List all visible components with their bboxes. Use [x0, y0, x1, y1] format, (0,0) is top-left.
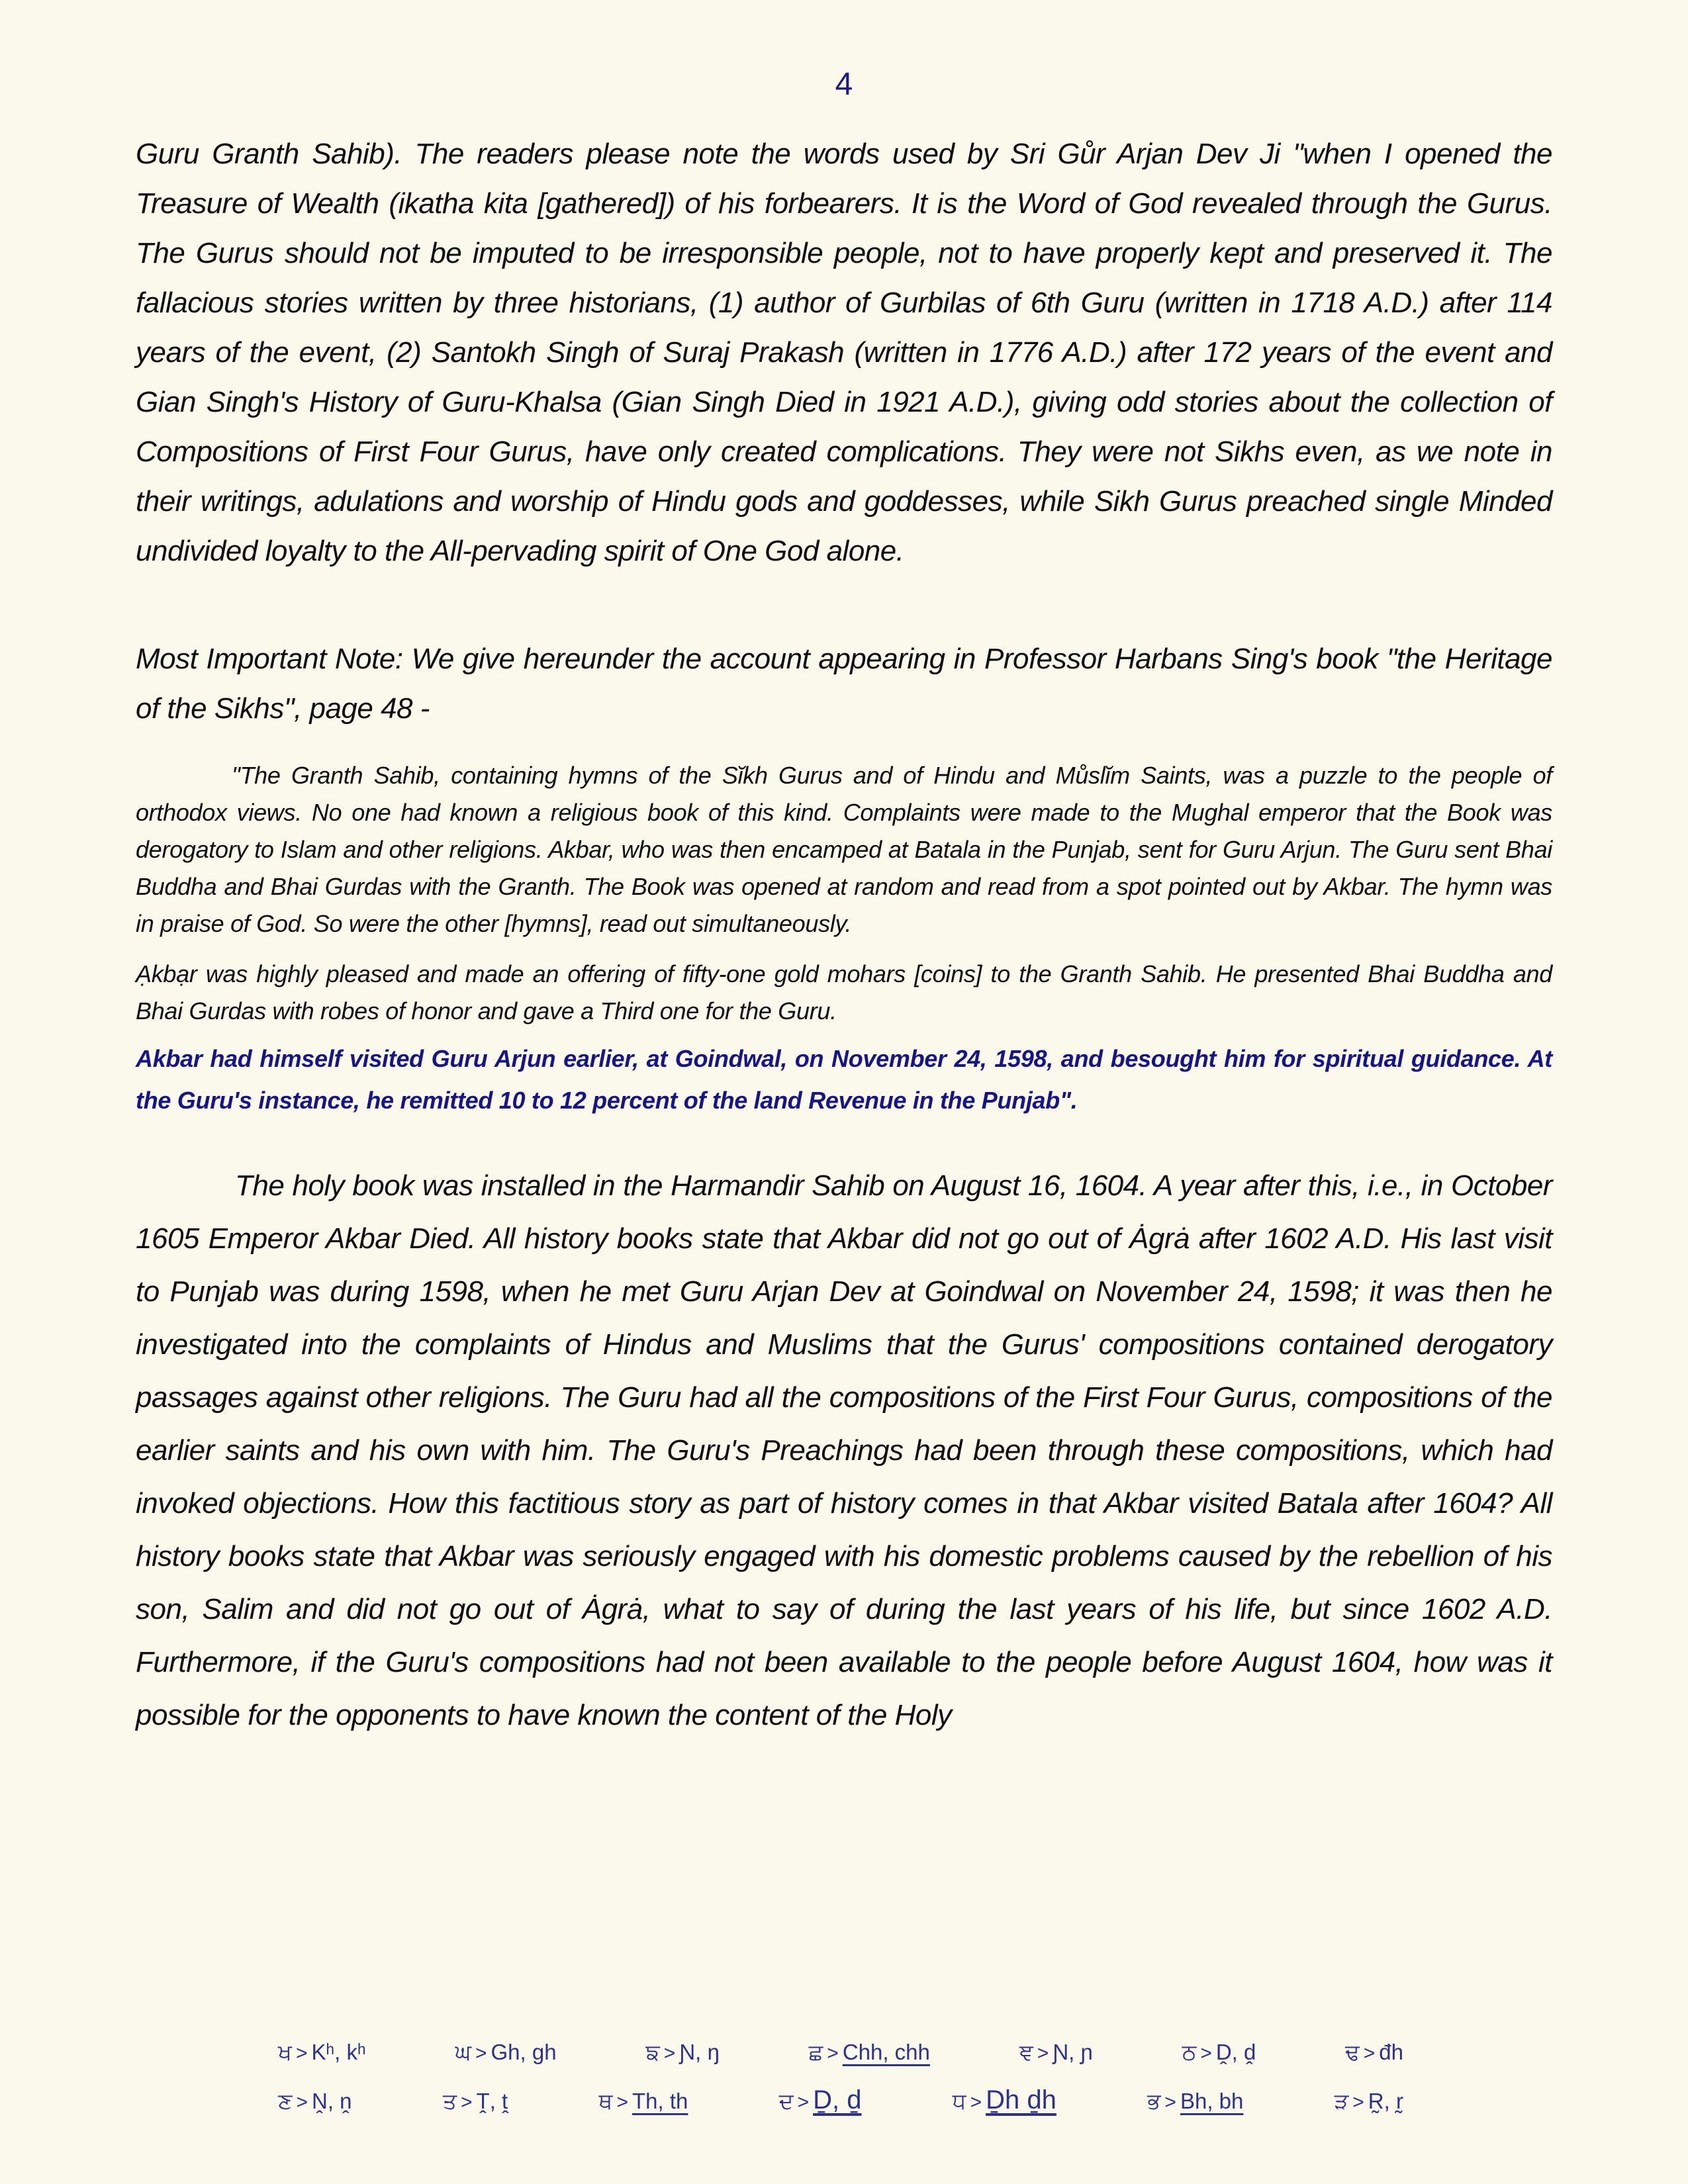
mapping-arrow: > [475, 2042, 487, 2064]
translit-cell [1019, 2029, 1093, 2077]
mapping-arrow: > [970, 2091, 982, 2113]
translit-cell [599, 2078, 688, 2126]
gurmukhi-letter: ਤ [442, 2089, 457, 2113]
latin-value: Ḏh ḏh [986, 2085, 1056, 2115]
translit-cell [443, 2078, 508, 2126]
latin-value: Ḏ, ḏ [813, 2085, 862, 2115]
translit-cell [645, 2029, 719, 2077]
latin-value: Chh, chh [842, 2040, 930, 2064]
mapping-arrow: > [295, 2042, 308, 2064]
gurmukhi-letter: ੜ [1334, 2089, 1349, 2113]
translit-cell [1345, 2029, 1403, 2077]
mapping-arrow: > [1037, 2042, 1049, 2064]
gurmukhi-letter: ਢ [1345, 2040, 1360, 2064]
translit-cell [1147, 2078, 1243, 2126]
latin-value: Bh, bh [1180, 2089, 1244, 2113]
quote-highlight-paragraph: Akbar had himself visited Guru Arjun earlier, at Goindwal, on November 24, 1598, and besought him for spiritual guidance. At the Guru's instance, he remitted 10 to 12 percent of the land Revenue in the Punjab". [136, 1045, 1552, 1114]
latin-value: Ṱ, ṱ [476, 2089, 508, 2113]
quote-paragraph-1: "The Granth Sahib, containing hymns of the Sĭkh Gurus and of Hindu and Můslĭm Saints, was a puzzle to the people of orthodox views. No one had known a religious book of this kind. Complaints were made to the Mughal emperor that the Book was derogatory to Islam and other religions. Akbar, who was then encamped at Batala in the Punjab, sent for Guru Arjun. The Guru sent Bhai Buddha and Bhai Gurdas with the Granth. The Book was opened at random and read from a spot pointed out by Akbar. The hymn was in praise of God. So were the other [hymns], read out simultaneously. [136, 762, 1552, 937]
translit-cell [779, 2077, 862, 2126]
gurmukhi-letter: ਦ [778, 2089, 794, 2113]
mapping-arrow: > [461, 2091, 473, 2113]
mapping-arrow: > [827, 2042, 839, 2064]
gurmukhi-letter: ਞ [1019, 2040, 1033, 2064]
legend-row-2 [278, 2077, 1403, 2126]
gurmukhi-letter: ਖ [278, 2040, 292, 2064]
latin-value: đh [1379, 2040, 1403, 2064]
latin-value: Th, th [632, 2089, 688, 2113]
quote-paragraph-2: Ạkbạr was highly pleased and made an offering of fifty-one gold mohars [coins] to the Granth Sahib. He presented Bhai Buddha and Bhai Gurdas with robes of honor and gave a Third one for the Guru. [136, 960, 1552, 1024]
latin-value: R̰, r̰ [1368, 2089, 1403, 2113]
translit-cell [455, 2029, 556, 2077]
latin-value: Ṋ, ṋ [312, 2089, 352, 2113]
gurmukhi-letter: ਘ [455, 2040, 471, 2064]
gurmukhi-letter: ਙ [645, 2040, 660, 2064]
translit-cell [1335, 2078, 1403, 2126]
important-note-paragraph: Most Important Note: We give hereunder the account appearing in Professor Harbans Sing's book "the Heritage of the Sikhs", page 48 - [136, 643, 1552, 725]
gurmukhi-letter: ਛ [808, 2040, 823, 2064]
gurmukhi-letter: ਥ [598, 2089, 613, 2113]
latin-value: Gh, gh [491, 2040, 557, 2064]
opening-paragraph: Guru Granth Sahib). The readers please note the words used by Sri Gůr Arjan Dev Ji "when I opened the Treasure of Wealth (ikatha kita [gathered]) of his forbearers. It is the Word of God revealed through the Gurus. The Gurus should not be imputed to be irresponsible people, not to have properly kept and preserved it. The fallacious stories written by three historians, (1) author of Gurbilas of 6th Guru (written in 1718 A.D.) after 114 years of the event, (2) Santokh Singh of Suraj Prakash (written in 1776 A.D.) after 172 years of the event and Gian Singh's History of Guru-Khalsa (Gian Singh Died in 1921 A.D.), giving odd stories about the collection of Compositions of First Four Gurus, have only created complications. They were not Sikhs even, as we note in their writings, adulations and worship of Hindu gods and goddesses, while Sikh Gurus preached single Minded undivided loyalty to the All-pervading spirit of One God alone. [136, 138, 1552, 567]
latin-value: Kʰ, kʰ [311, 2040, 366, 2064]
mapping-arrow: > [1363, 2042, 1376, 2064]
gurmukhi-letter: ਣ [278, 2089, 293, 2113]
translit-cell [278, 2029, 366, 2077]
mapping-arrow: > [616, 2091, 628, 2113]
legend-row-1 [278, 2029, 1403, 2077]
translit-cell [278, 2078, 352, 2126]
gurmukhi-letter: ਧ [952, 2089, 966, 2113]
gurmukhi-letter: ਭ [1147, 2089, 1161, 2113]
latin-value: Ɲ, ɲ [1053, 2040, 1093, 2064]
translit-cell [809, 2029, 930, 2077]
mapping-arrow: > [1200, 2042, 1212, 2064]
page-number: 4 [835, 67, 853, 102]
mapping-arrow: > [663, 2042, 676, 2064]
mapping-arrow: > [1164, 2091, 1176, 2113]
translit-cell [953, 2077, 1056, 2126]
latin-value: Ɲ, ŋ [679, 2040, 720, 2064]
mapping-arrow: > [1352, 2091, 1364, 2113]
gurmukhi-letter: ਠ [1182, 2040, 1197, 2064]
transliteration-legend [0, 2029, 1688, 2126]
translit-cell [1182, 2029, 1256, 2077]
mapping-arrow: > [296, 2091, 308, 2113]
mapping-arrow: > [797, 2091, 810, 2113]
latin-value: Ḓ, ḓ [1215, 2040, 1256, 2064]
body-paragraph: The holy book was installed in the Harmandir Sahib on August 16, 1604. A year after this, i.e., in October 1605 Emperor Akbar Died. All history books state that Akbar did not go out of Ȧgrȧ after 1602 A.D. His last visit to Punjab was during 1598, when he met Guru Arjan Dev at Goindwal on November 24, 1598; it was then he investigated into the complaints of Hindus and Muslims that the Gurus' compositions contained derogatory passages against other religions. The Guru had all the compositions of the First Four Gurus, compositions of the earlier saints and his own with him. The Guru's Preachings had been through these compositions, which had invoked objections. How this factitious story as part of history comes in that Akbar visited Batala after 1604? All history books state that Akbar was seriously engaged with his domestic problems caused by the rebellion of his son, Salim and did not go out of Ȧgrȧ, what to say of during the last years of his life, but since 1602 A.D. Furthermore, if the Guru's compositions had not been available to the people before August 1604, how was it possible for the opponents to have known the content of the Holy [136, 1169, 1552, 1731]
